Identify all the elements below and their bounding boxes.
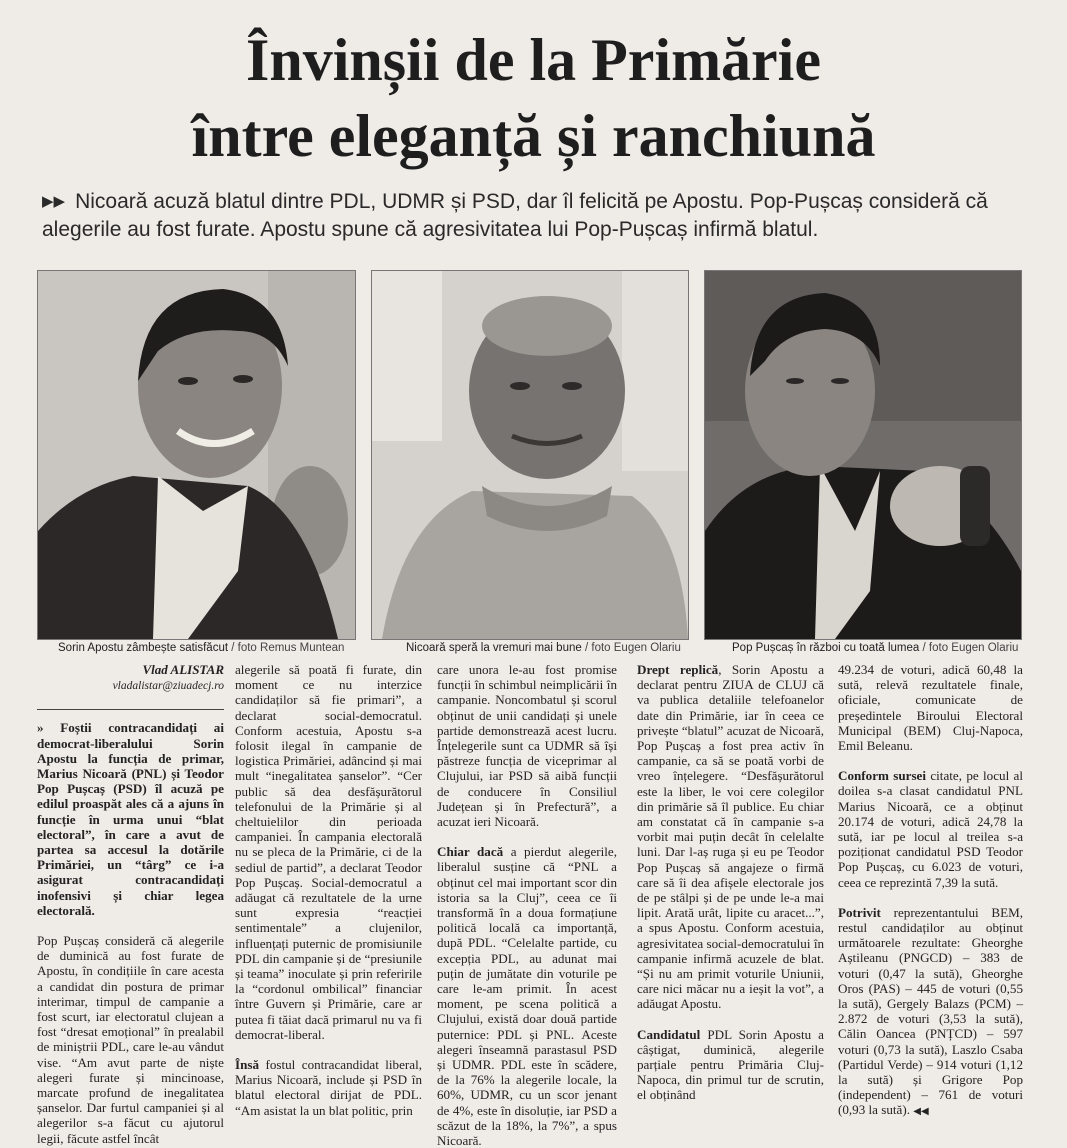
caption-3-text: Pop Pușcaș în război cu toată lumea	[732, 642, 920, 654]
intro-marker-icon: »	[37, 720, 44, 736]
col3-paragraph-2	[437, 844, 617, 1148]
col3-paragraph-1: care unora le-au fost promise funcții în schimbul neimplicării în campanie. Noncombatul și scorul obținut de unii candidați și unele partide demonstrează acest lucru. Înțelegerile sunt ca UDMR să își păstreze funcția de viceprimar al Clujului, iar PSD să aibă funcții de conducere în Consiliul Județean și în Prefectură”, a acuzat ieri Nicoară.	[437, 662, 617, 830]
caption-2-text: Nicoară speră la vremuri mai bune	[406, 642, 582, 654]
intro-text: Foștii contracandidați ai democrat-liberalului Sorin Apostu la funcția de primar, Marius Nicoară (PNL) și Teodor Pop Pușcaș (PSD) îl acuză pe edilul proaspăt ales că a ajuns în funcție în urma unui “blat electoral”, în care a avut de partea sa accesul la dotările Primăriei, un “târg” ce i-a asigurat contracandidați inofensivi și chiar legea electorală.	[37, 720, 224, 918]
col2-paragraph-2	[235, 1057, 422, 1118]
portrait-apostu-image	[38, 271, 355, 639]
caption-2-credit: / foto Eugen Olariu	[584, 642, 681, 654]
col4-paragraph-1-lead: Drept replică	[637, 662, 719, 677]
headline-line-1: Învinșii de la Primărie	[246, 27, 821, 93]
portrait-pop-puscas-image	[705, 271, 1021, 639]
col5-paragraph-2	[838, 768, 1023, 890]
col5-paragraph-3-text: reprezentantului BEM, restul candidaților au obținut următoarele rezultate: Gheorghe Aștileanu (PNGCD) – 383 de voturi (0,47 la sută), Gheorghe Oros (PAS) – 445 de voturi (0,55 la sută), Gergely Balazs (PCM) – 2.872 de voturi (3,53 la sută), Călin Oancea (PNȚCD) – 597 voturi (0,73 la sută), Laszlo Csaba (Partidul Verde) – 914 voturi (1,12 la sută) și Grigore Pop (independent) – 761 de voturi (0,93 la sută).	[838, 904, 1023, 1118]
portrait-nicoara-image	[372, 271, 688, 639]
photo-marius-nicoara	[371, 270, 689, 640]
col1-paragraph-1: Pop Pușcaș consideră că alegerile de duminică au fost furate de Apostu, în condițiile în care acesta a candidat din postura de primar interimar, timpul de campanie a fost scurt, iar electoratul clujean a fost “dresat emoțional” în prealabil de miniștrii PDL, care le-au vândut vise. “Am avut parte de niște alegeri furate și mincinoase, marcate profund de inegalitatea șanselor. Dar furtul campaniei și al alegerilor s-a făcut cu ajutorul legii, făcute astfel încât	[37, 933, 224, 1146]
lead-text: Nicoară acuză blatul dintre PDL, UDMR și PSD, dar îl felicită pe Apostu. Pop-Pușcaș consideră că alegerile au fost furate. Apostu spune că agresivitatea lui Pop-Pușcaș infirmă blatul.	[42, 190, 988, 241]
text-column-2	[235, 662, 422, 1118]
col4-paragraph-1-text: , Sorin Apostu a declarat pentru ZIUA de CLUJ că va publica detaliile telefoanelor date din Primărie, iar în ceea ce privește “blatul” acuzat de Nicoară, Pop Pușcaș a fost prea activ în campanie, ca să se poată vorbi de vreo înțelegere. “Desfășurătorul este la liber, le voi cere colegilor din primărie să îl publice. Eu chiar am constatat că în campanie s-a vorbit mai puțin decât în celelalte luni. Dar l-aș ruga și eu pe Teodor Pop Pușcaș să angajeze o firmă care să îi dea afișele electorale jos de pe stâlpi și de pe unde le-a mai lipit. Arată urât, lipite cu aracet...”, a spus Apostu. Conform acestuia, agresivitatea social-democratului în campanie infirmă acuzele de blat. “Și nu am primit voturile Uniunii, care nici măcar nu a ieșit la vot”, a adăugat Apostu.	[637, 662, 824, 1012]
col3-paragraph-2-lead: Chiar dacă	[437, 844, 504, 860]
col2-paragraph-2-lead: Însă	[235, 1057, 260, 1073]
col3-paragraph-2-text: a pierdut alegerile, liberalul susține că “PNL a obținut cel mai important scor din istoria sa la Cluj”, ceea ce îi transformă în a doua formațiune politică locală ca importanță, după PDL. “Celelalte partide, cu excepția PDL, au adunat mai puțin de jumătate din voturile pe care le-am primit. În acest moment, pe scena politică a Clujului, există doar două partide puternice: PDL și PNL. Aceste alegeri înseamnă parastasul PSD și UDMR. PDL este în scădere, de la 76% la alegerile locale, la 60%, UDMR, cu un scor jenant de 4%, este în disoluție, iar PSD a scăzut de la 18%, la 7%”, a spus Nicoară.	[437, 844, 617, 1148]
author-name: Vlad ALISTAR	[142, 662, 224, 677]
col4-paragraph-2-text: PDL Sorin Apostu a câștigat, duminică, alegerile parțiale pentru Primăria Cluj-Napoca, din primul tur de scrutin, el obținând	[637, 1026, 824, 1103]
caption-1-credit: / foto Remus Muntean	[231, 642, 345, 654]
photo-caption-2	[406, 641, 681, 655]
author-email: vladalistar@ziuadecj.ro	[112, 680, 224, 693]
col5-paragraph-3	[838, 905, 1023, 1120]
caption-1-text: Sorin Apostu zâmbește satisfăcut	[58, 642, 229, 654]
text-column-1	[37, 662, 224, 1146]
intro-paragraph	[37, 720, 224, 918]
col5-paragraph-3-lead: Potrivit	[838, 904, 881, 920]
col5-paragraph-2-lead: Conform sursei	[838, 768, 926, 784]
article-headline	[0, 22, 1067, 174]
headline-line-2: între eleganță și ranchiună	[191, 103, 876, 169]
photo-sorin-apostu	[37, 270, 356, 640]
text-column-4	[637, 662, 824, 1103]
lead-arrow-icon: ▶▶	[42, 193, 66, 210]
caption-3-credit: / foto Eugen Olariu	[922, 642, 1019, 654]
col4-paragraph-2	[637, 1027, 824, 1103]
col2-paragraph-2-text: fostul contracandidat liberal, Marius Nicoară, include și PSD în blatul electoral dirijat de PDL. “Am asistat la un blat politic, prin	[235, 1057, 422, 1118]
photo-caption-1	[58, 641, 344, 655]
text-column-3	[437, 662, 617, 1148]
byline	[37, 662, 224, 694]
article-lead	[42, 188, 1032, 244]
photo-caption-3	[732, 641, 1018, 655]
photo-pop-puscas	[704, 270, 1022, 640]
text-column-5	[838, 662, 1024, 1118]
col4-paragraph-2-lead: Candidatul	[637, 1026, 701, 1042]
byline-divider	[37, 709, 224, 710]
col4-paragraph-1	[637, 662, 824, 1012]
col5-paragraph-2-text: citate, pe locul al doilea s-a clasat candidatul PNL Marius Nicoară, ce a obținut 20.174 de voturi, adică 24,78 la sută, iar pe locul al treilea s-a poziționat candidatul PSD Teodor Pop Pușcaș, cu 6.023 de voturi, ceea ce reprezintă 7,39 la sută.	[838, 768, 1024, 890]
end-of-article-icon: ◀◀	[913, 1106, 929, 1118]
col5-paragraph-1: 49.234 de voturi, adică 60,48 la sută, relevă rezultatele finale, oficiale, comunicate de președintele Biroului Electoral Municipal (BEM) Cluj-Napoca, Emil Beleanu.	[838, 662, 1023, 754]
col2-paragraph-1: alegerile să poată fi furate, din moment ce nu interzice candidaților să fie primari”, a declarat social-democratul. Conform acestuia, Apostu s-a folosit ilegal în campanie de logistica Primăriei, adâncind și mai mult “inegalitatea șanselor”. “Cer public să dea desfășurătorul telefonului de la Primărie și al cheltuielilor din perioada campaniei. În campania electorală nu se pleca de la Primărie, ci de la sediul de partid”, a declarat Teodor Pop Pușcaș. Social-democratul a adăugat că rezultatele de la urne sunt expresia “reacției sentimentale” a clujenilor, influențați puternic de promisiunile PDL din campanie și de “presiunile și teama” inoculate și prin referirile la “cordonul ombilical” financiar între Guvern și Primărie, care ar putea fi tăiat dacă primarul nu va fi democrat-liberal.	[235, 662, 422, 1042]
